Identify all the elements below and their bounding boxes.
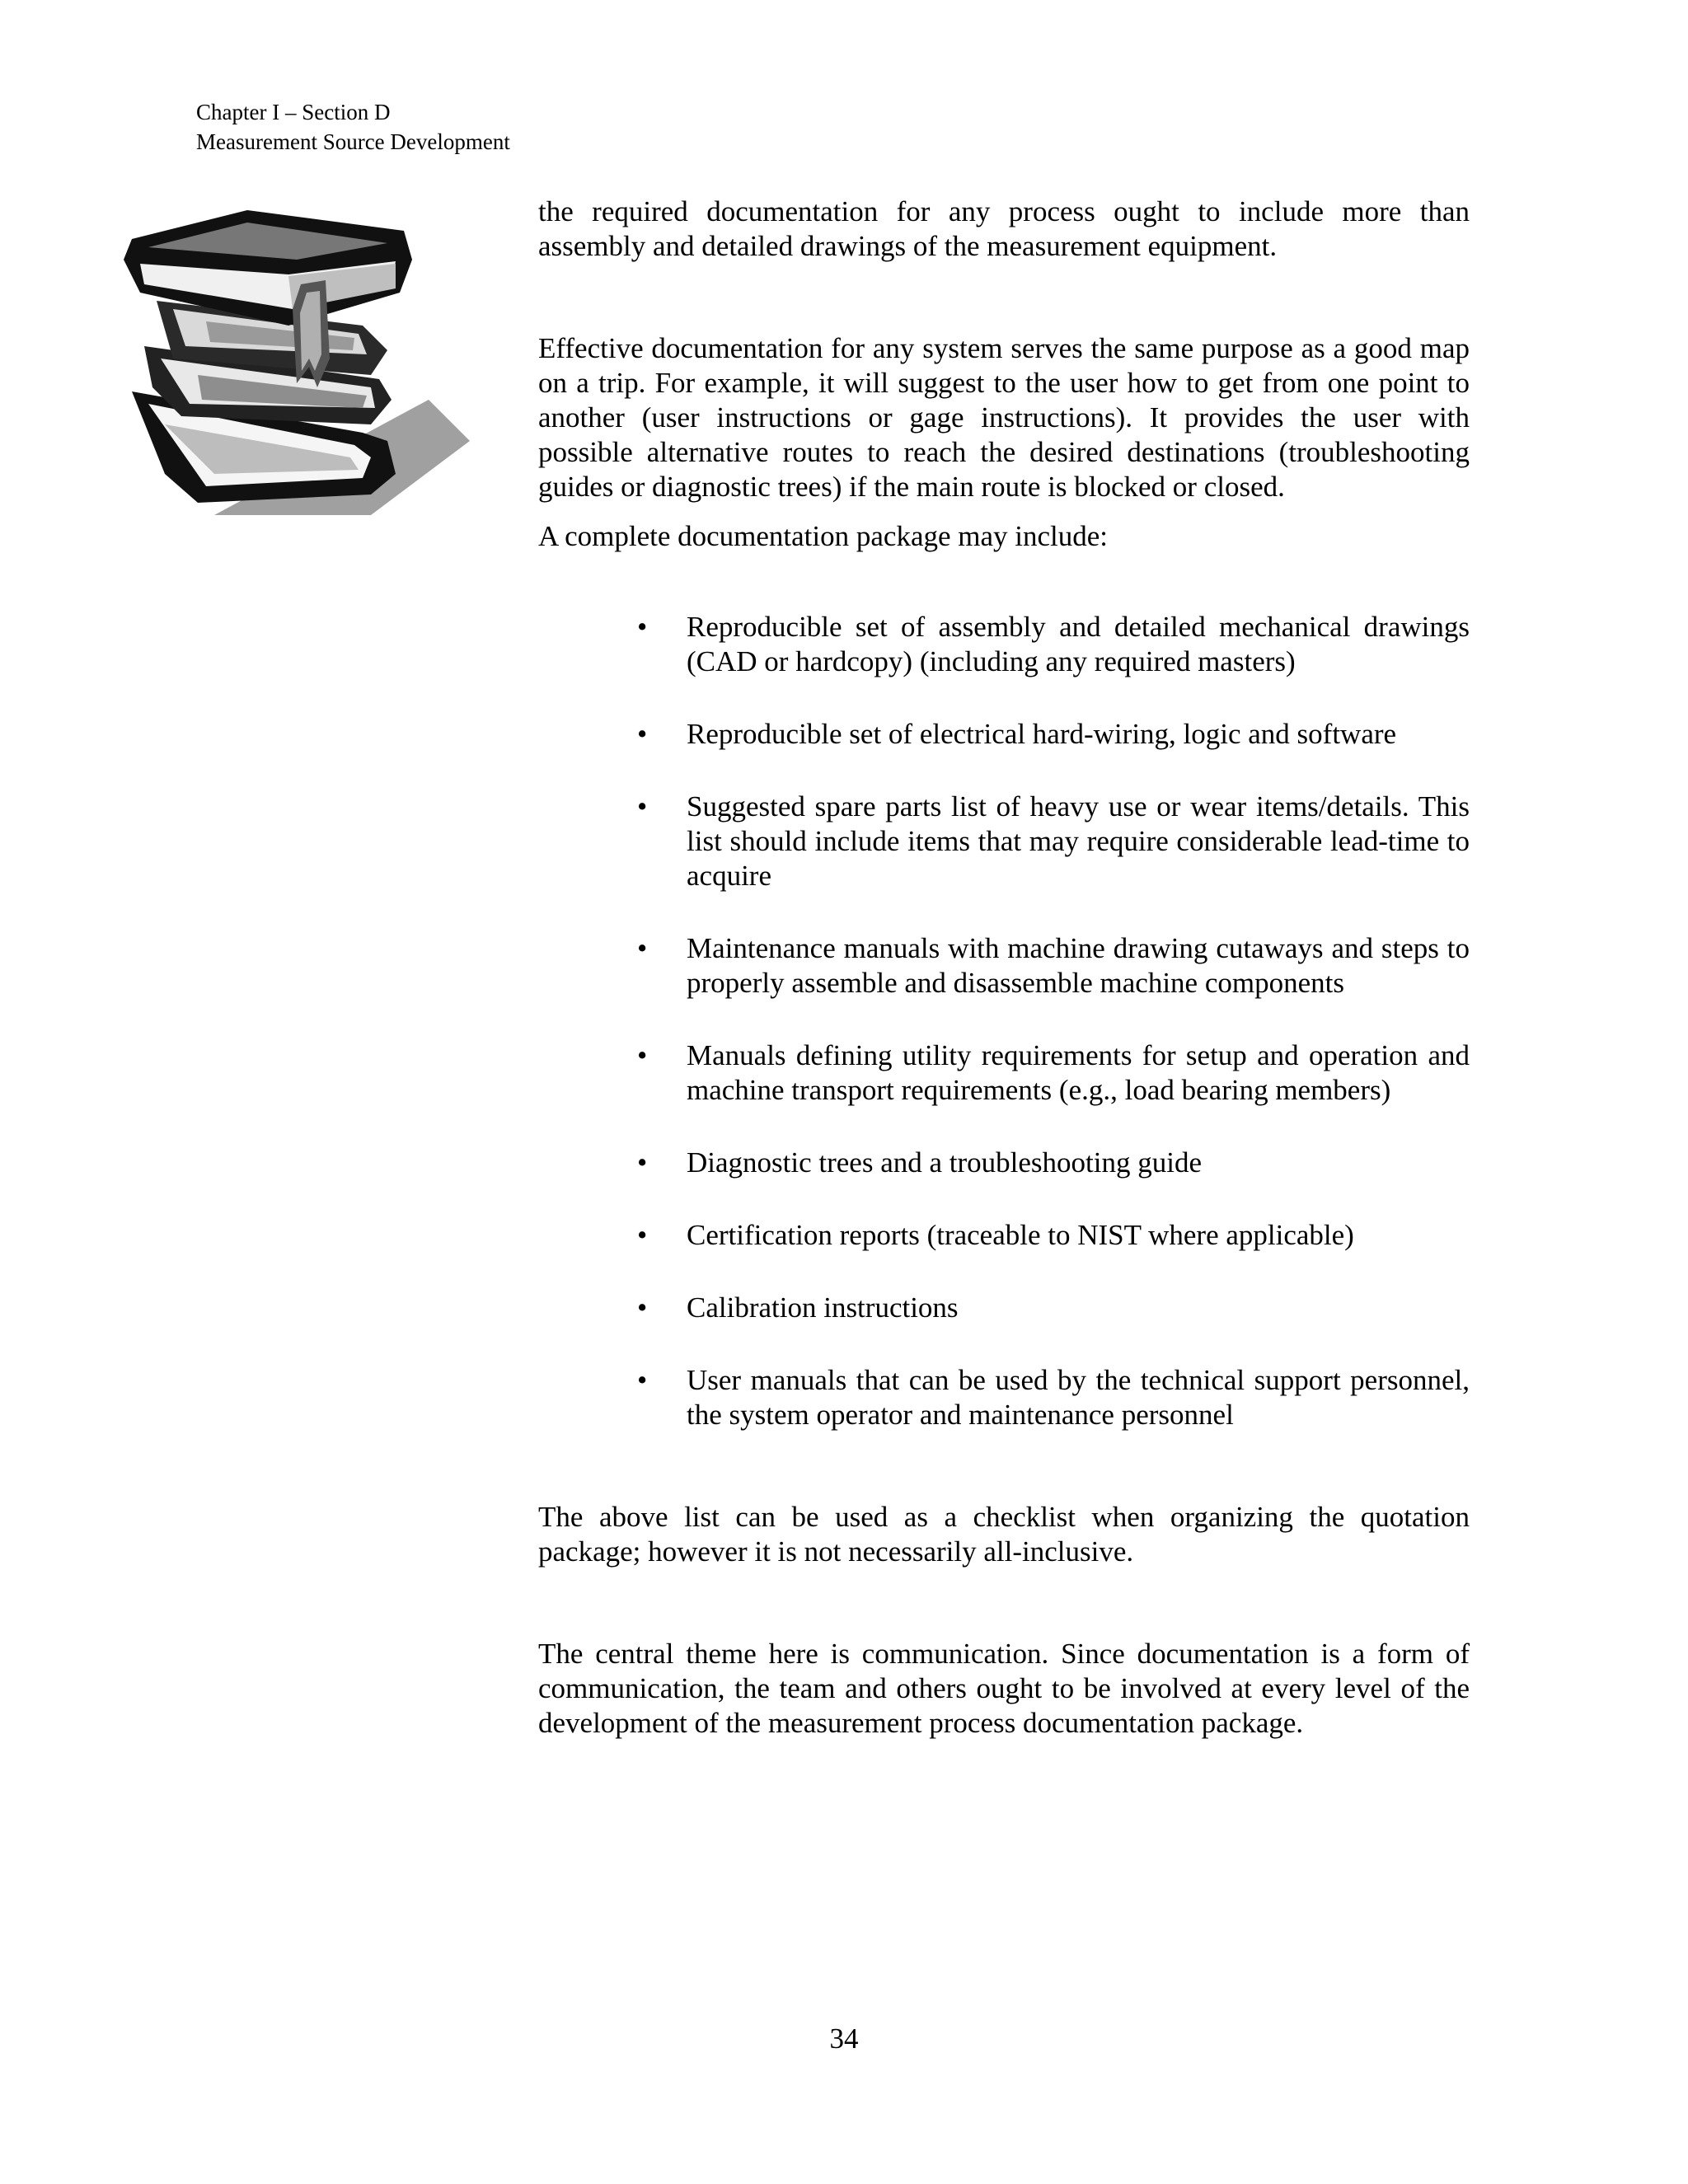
list-item-text: Reproducible set of assembly and detailed mechanical drawings (CAD or hardcopy) (including any required masters) bbox=[687, 611, 1470, 677]
header-section-title: Measurement Source Development bbox=[196, 129, 510, 154]
header-chapter-section: Chapter I – Section D bbox=[196, 100, 391, 124]
paragraph-list-intro: A complete documentation package may include: bbox=[538, 520, 1109, 552]
bullet: • bbox=[637, 611, 648, 643]
bullet: • bbox=[637, 1039, 648, 1071]
list-item bbox=[538, 1218, 1470, 1253]
paragraph-map-analogy: Effective documentation for any system serves the same purpose as a good map on a trip. For example, it will suggest to the user how to get from one point to another (user instructions or gage instructions). It provides the user with possible alternative routes to reach the desired destinations (troubleshooting guides or diagnostic trees) if the main route is blocked or closed. bbox=[538, 332, 1470, 503]
list-item-text: Maintenance manuals with machine drawing cutaways and steps to properly assemble and disassemble machine components bbox=[687, 932, 1470, 999]
paragraph-checklist: The above list can be used as a checklist when organizing the quotation package; however it is not necessarily all-inclusive. bbox=[538, 1501, 1470, 1568]
list-item-text: Manuals defining utility requirements for setup and operation and machine transport requirements (e.g., load bearing members) bbox=[687, 1039, 1470, 1106]
documentation-list bbox=[538, 610, 1470, 1432]
bullet: • bbox=[637, 1364, 648, 1396]
bullet: • bbox=[637, 1291, 648, 1324]
bullet: • bbox=[637, 718, 648, 750]
page-number: 34 bbox=[829, 2022, 859, 2055]
list-item bbox=[538, 1363, 1470, 1432]
bullet: • bbox=[637, 1219, 648, 1251]
bullet: • bbox=[637, 790, 648, 823]
list-item-text: Diagnostic trees and a troubleshooting guide bbox=[687, 1146, 1202, 1179]
bullet: • bbox=[637, 1146, 648, 1179]
paragraph-continued: the required documentation for any process ought to include more than assembly and detailed drawings of the measurement equipment. bbox=[538, 195, 1470, 262]
list-item bbox=[538, 1038, 1470, 1108]
list-item bbox=[538, 717, 1470, 752]
list-item-text: Suggested spare parts list of heavy use or wear items/details. This list should include items that may require considerable lead-time to acquire bbox=[687, 790, 1470, 892]
running-header bbox=[196, 97, 510, 157]
list-item bbox=[538, 1146, 1470, 1180]
list-item-text: Certification reports (traceable to NIST where applicable) bbox=[687, 1219, 1354, 1251]
bullet: • bbox=[637, 932, 648, 964]
books-icon bbox=[124, 210, 478, 523]
list-item bbox=[538, 931, 1470, 1001]
list-item-text: User manuals that can be used by the technical support personnel, the system operator and maintenance personnel bbox=[687, 1364, 1470, 1431]
list-item-text: Calibration instructions bbox=[687, 1291, 959, 1324]
list-item bbox=[538, 1291, 1470, 1325]
list-item-text: Reproducible set of electrical hard-wiring, logic and software bbox=[687, 718, 1397, 750]
paragraph-central-theme: The central theme here is communication. Since documentation is a form of communication, the team and others ought to be involved at every level of the development of the measurement process documentation package. bbox=[538, 1638, 1470, 1739]
main-text bbox=[538, 194, 1470, 1741]
list-item bbox=[538, 790, 1470, 893]
list-item bbox=[538, 610, 1470, 679]
